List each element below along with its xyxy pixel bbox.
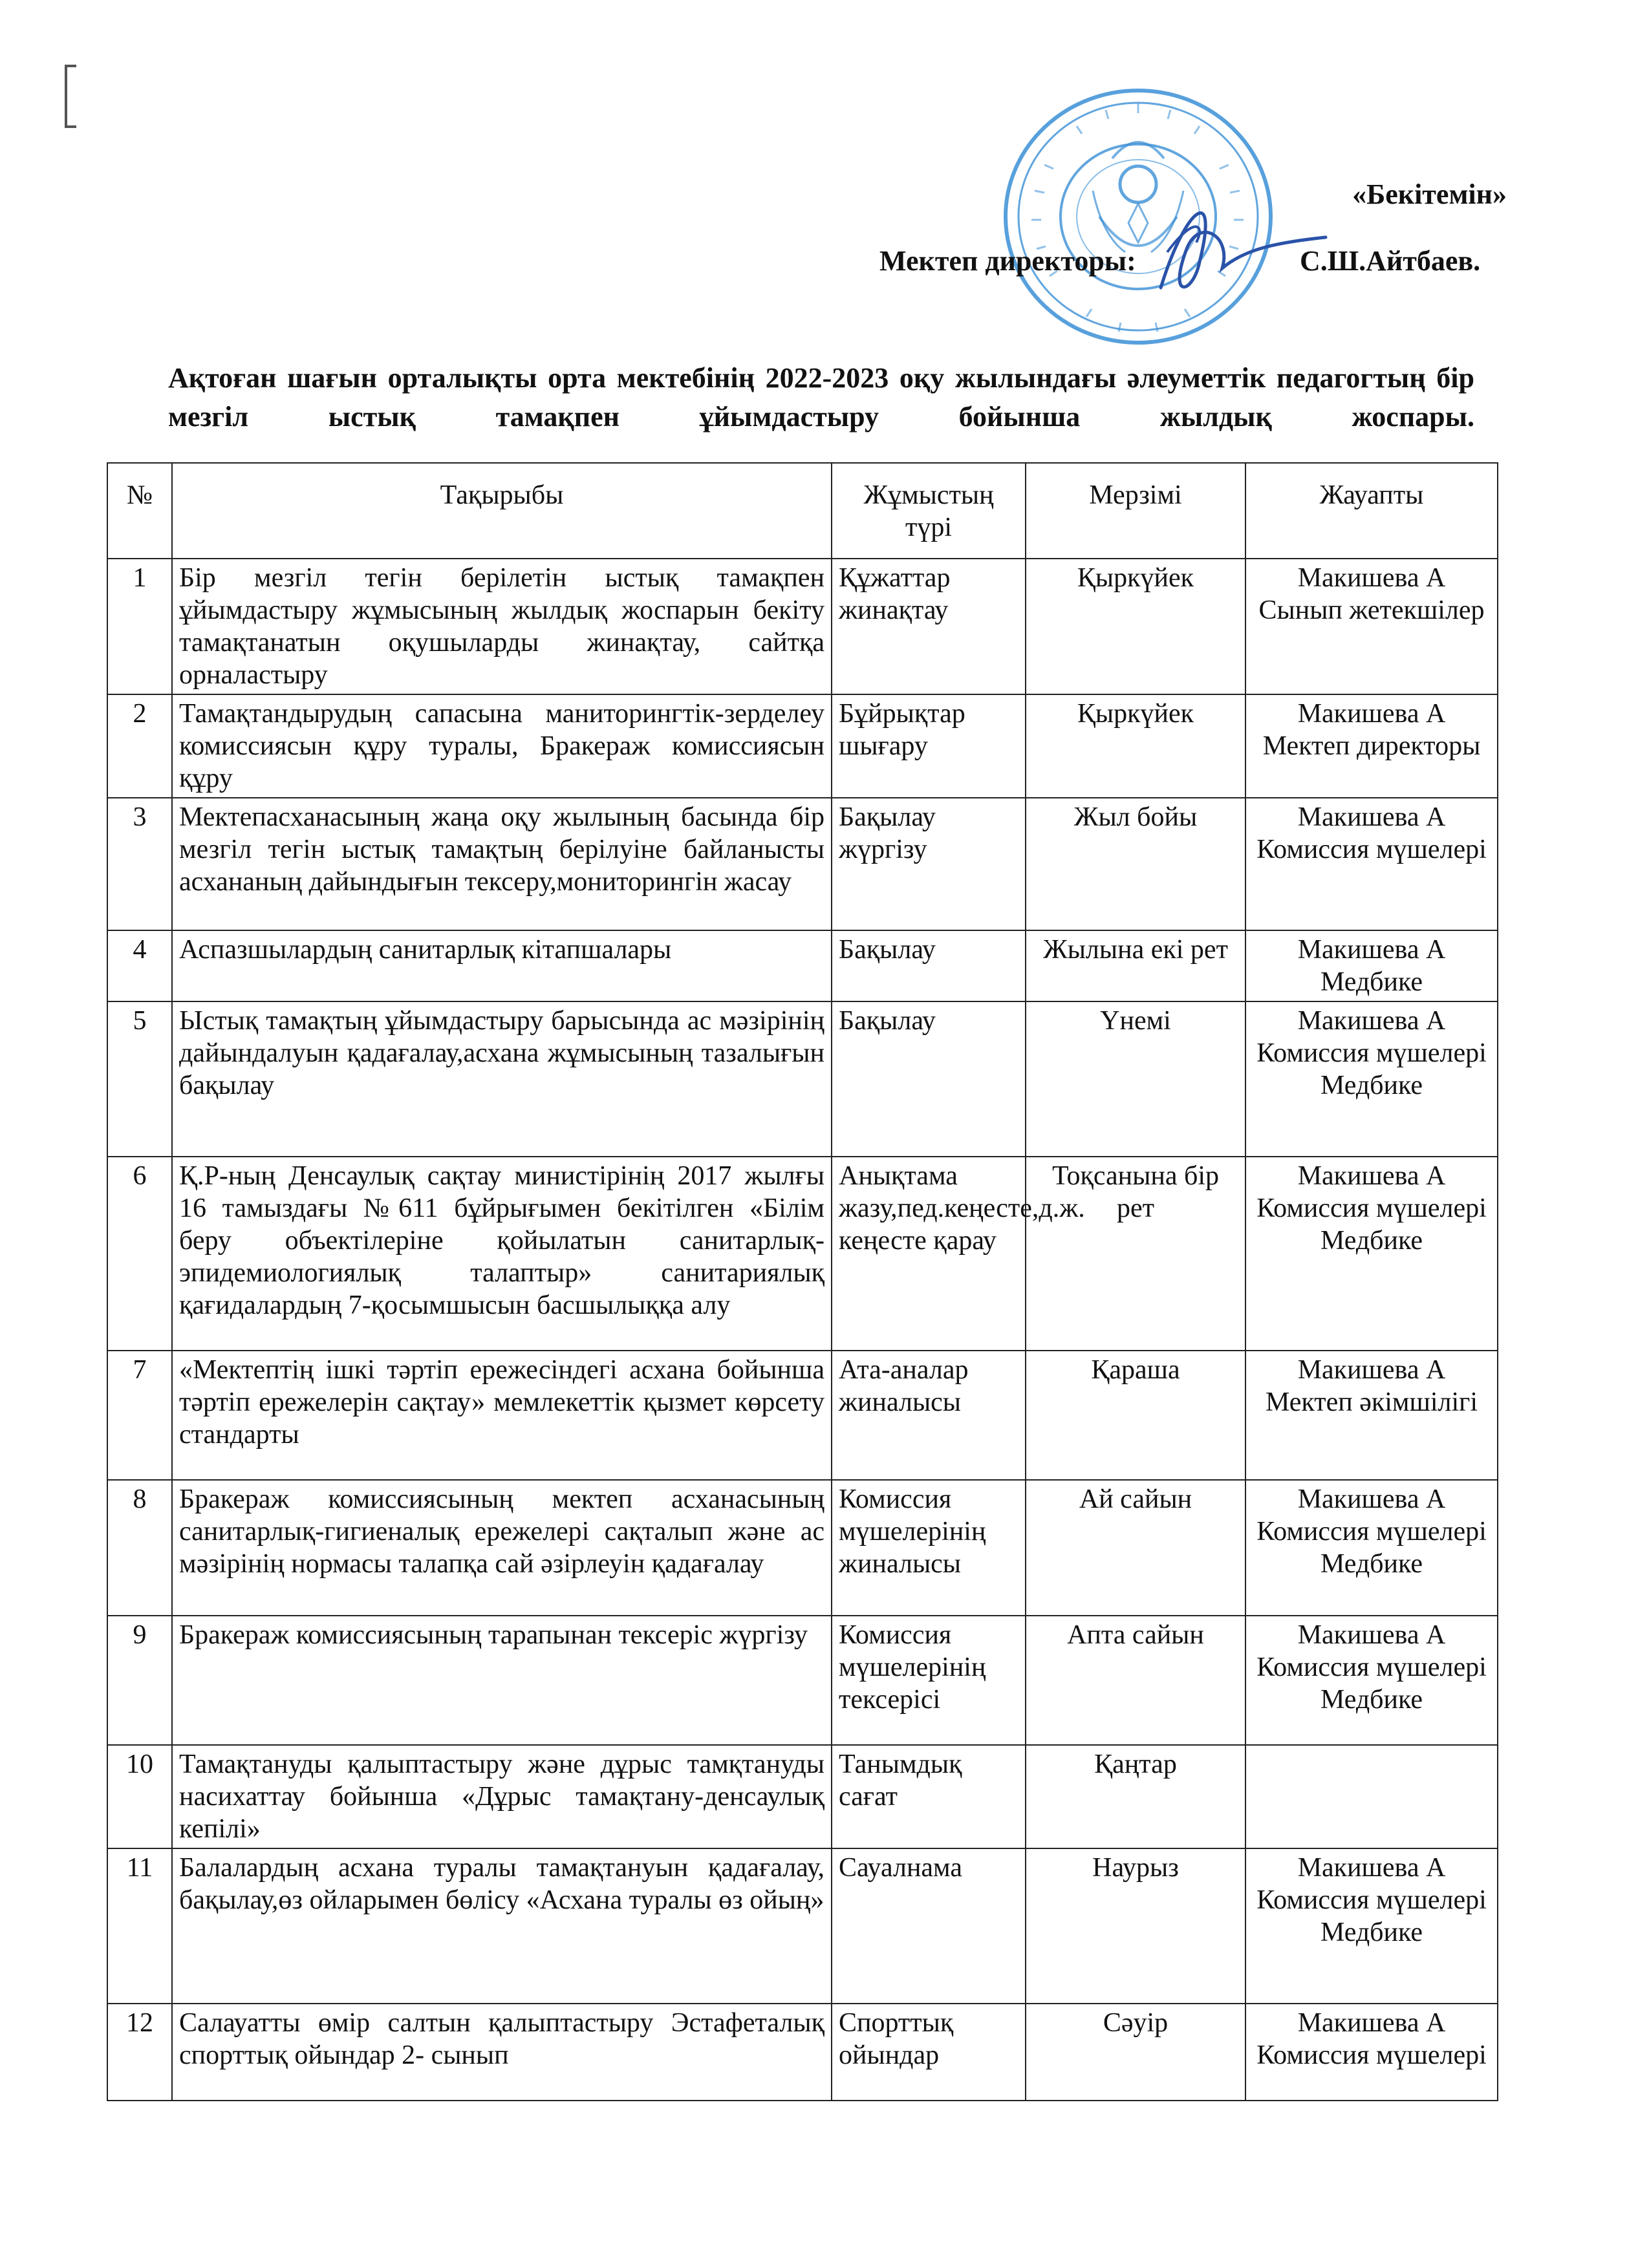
row-number: 8 xyxy=(107,1480,172,1616)
row-number: 4 xyxy=(107,930,172,1001)
row-topic: Бракераж комиссиясының мектеп асханасының санитарлық-гигиеналық ережелері сақталып және ас мәзірінің нормасы талапқа сай әзірлеуін қадағалау xyxy=(172,1480,832,1616)
responsible-person: Макишева А xyxy=(1297,1620,1446,1650)
row-work-type: Бақылау xyxy=(832,1001,1026,1157)
row-responsible xyxy=(1245,1351,1498,1480)
table-row xyxy=(107,1745,1498,1848)
responsible-person: Макишева А xyxy=(1297,699,1446,729)
row-topic: Бракераж комиссиясының тарапынан тексеріс жүргізу xyxy=(172,1616,832,1745)
row-number: 12 xyxy=(107,2004,172,2101)
row-topic: Аспазшылардың санитарлық кітапшалары xyxy=(172,930,832,1001)
document-title: Ақтоған шағын орталықты орта мектебінің 2022-2023 оқу жылындағы әлеуметтік педагогтың бір мезгіл ыстық тамақпен ұйымдастыру бойынша жылдық жоспары. xyxy=(168,362,1474,433)
table-row xyxy=(107,1616,1498,1745)
plan-table xyxy=(107,462,1498,2101)
responsible-person: Макишева А xyxy=(1297,1161,1446,1191)
row-number: 3 xyxy=(107,798,172,930)
row-number: 2 xyxy=(107,694,172,798)
row-deadline: Тоқсанына бір рет xyxy=(1026,1157,1245,1351)
row-work-type: Бұйрықтар шығару xyxy=(832,694,1026,798)
row-topic: Ыстық тамақтың ұйымдастыру барысында ас мәзірінің дайындалуын қадағалау,асхана жұмысының тазалығын бақылау xyxy=(172,1001,832,1157)
table-row xyxy=(107,1157,1498,1351)
responsible-person: Медбике xyxy=(1320,967,1423,997)
row-responsible xyxy=(1245,559,1498,694)
table-body xyxy=(107,559,1498,2101)
responsible-person: Комиссия мүшелері xyxy=(1256,835,1487,864)
row-work-type: Ата-аналар жиналысы xyxy=(832,1351,1026,1480)
row-deadline: Қараша xyxy=(1026,1351,1245,1480)
responsible-person: Макишева А xyxy=(1297,802,1446,832)
row-responsible xyxy=(1245,2004,1498,2101)
row-topic: «Мектептің ішкі тәртіп ережесіндегі асхана бойынша тәртіп ережелерін сақтау» мемлекеттік қызмет көрсету стандарты xyxy=(172,1351,832,1480)
row-topic: Тамақтануды қалыптастыру және дұрыс тамқтануды насихаттау бойынша «Дұрыс тамақтану-денсаулық кепілі» xyxy=(172,1745,832,1848)
row-responsible xyxy=(1245,1157,1498,1351)
row-responsible xyxy=(1245,930,1498,1001)
row-responsible xyxy=(1245,798,1498,930)
row-topic: Тамақтандырудың сапасына маниторингтік-зерделеу комиссиясын құру туралы, Бракераж комиссиясын құру xyxy=(172,694,832,798)
header-topic: Тақырыбы xyxy=(172,463,832,559)
row-work-type: Сауалнама xyxy=(832,1848,1026,2004)
responsible-person: Мектеп директоры xyxy=(1262,731,1481,761)
responsible-person: Комиссия мүшелері xyxy=(1256,1653,1487,1682)
approve-label: «Бекітемін» xyxy=(1352,178,1507,210)
responsible-person: Комиссия мүшелері xyxy=(1256,2040,1487,2070)
responsible-person: Макишева А xyxy=(1297,1355,1446,1385)
row-deadline: Қыркүйек xyxy=(1026,559,1245,694)
responsible-person: Медбике xyxy=(1320,1549,1423,1579)
responsible-person: Макишева А xyxy=(1297,1484,1446,1514)
row-work-type: Комиссия мүшелерінің тексерісі xyxy=(832,1616,1026,1745)
table-row xyxy=(107,1480,1498,1616)
table-row xyxy=(107,2004,1498,2101)
responsible-person: Макишева А xyxy=(1297,1853,1446,1883)
row-deadline: Сәуір xyxy=(1026,2004,1245,2101)
table-header-row xyxy=(107,463,1498,559)
row-topic: Балалардың асхана туралы тамақтануын қадағалау, бақылау,өз ойларымен бөлісу «Асхана туралы өз ойың» xyxy=(172,1848,832,2004)
responsible-person: Медбике xyxy=(1320,1226,1423,1256)
row-number: 11 xyxy=(107,1848,172,2004)
row-topic: Қ.Р-ның Денсаулық сақтау министірінің 2017 жылғы 16 тамыздағы №611 бұйрығымен бекітілген «Білім беру объектілеріне қойылатын санитарлық-эпидемиологиялық талаптыр» санитариялық қағидалардың 7-қосымшысын басшылыққа алу xyxy=(172,1157,832,1351)
table-row xyxy=(107,1001,1498,1157)
director-label: Мектеп директоры: xyxy=(879,245,1136,277)
row-topic: Бір мезгіл тегін берілетін ыстық тамақпен ұйымдастыру жұмысының жылдық жоспарын бекіту тамақтанатын оқушыларды жинақтау, сайтқа орналастыру xyxy=(172,559,832,694)
row-topic: Мектепасханасының жаңа оқу жылының басында бір мезгіл тегін ыстық тамақтың берілуіне байланысты асхананың дайындығын тексеру,мониторингін жасау xyxy=(172,798,832,930)
row-work-type: Комиссия мүшелерінің жиналысы xyxy=(832,1480,1026,1616)
row-deadline: Жылына екі рет xyxy=(1026,930,1245,1001)
director-line xyxy=(879,244,1481,277)
table-row xyxy=(107,559,1498,694)
row-number: 10 xyxy=(107,1745,172,1848)
row-work-type: Анықтама жазу,пед.кеңесте,д.ж. кеңесте қарау xyxy=(832,1157,1026,1351)
responsible-person: Комиссия мүшелері xyxy=(1256,1885,1487,1915)
header-responsible: Жауапты xyxy=(1245,463,1498,559)
responsible-person: Мектеп әкімшілігі xyxy=(1265,1387,1478,1417)
row-deadline: Үнемі xyxy=(1026,1001,1245,1157)
row-deadline: Қыркүйек xyxy=(1026,694,1245,798)
responsible-person: Комиссия мүшелері xyxy=(1256,1193,1487,1223)
table-row xyxy=(107,930,1498,1001)
row-number: 6 xyxy=(107,1157,172,1351)
row-responsible xyxy=(1245,694,1498,798)
row-responsible xyxy=(1245,1848,1498,2004)
row-work-type: Құжаттар жинақтау xyxy=(832,559,1026,694)
director-name: С.Ш.Айтбаев. xyxy=(1300,245,1481,277)
row-deadline: Ай сайын xyxy=(1026,1480,1245,1616)
table-row xyxy=(107,694,1498,798)
row-number: 5 xyxy=(107,1001,172,1157)
row-deadline: Жыл бойы xyxy=(1026,798,1245,930)
row-responsible xyxy=(1245,1616,1498,1745)
header-deadline: Мерзімі xyxy=(1026,463,1245,559)
header-work-type: Жұмыстың түрі xyxy=(832,463,1026,559)
responsible-person: Макишева А xyxy=(1297,1006,1446,1036)
row-number: 1 xyxy=(107,559,172,694)
row-responsible xyxy=(1245,1745,1498,1848)
responsible-person: Медбике xyxy=(1320,1685,1423,1715)
responsible-person: Комиссия мүшелері xyxy=(1256,1517,1487,1546)
row-responsible xyxy=(1245,1001,1498,1157)
row-number: 9 xyxy=(107,1616,172,1745)
responsible-person: Макишева А xyxy=(1297,2008,1446,2038)
row-work-type: Бақылау xyxy=(832,930,1026,1001)
official-seal-stamp xyxy=(973,87,1335,346)
responsible-person: Комиссия мүшелері xyxy=(1256,1038,1487,1068)
row-deadline: Наурыз xyxy=(1026,1848,1245,2004)
header-number: № xyxy=(107,463,172,559)
responsible-person: Макишева А xyxy=(1297,563,1446,593)
row-work-type: Танымдық сағат xyxy=(832,1745,1026,1848)
table-row xyxy=(107,798,1498,930)
row-deadline: Апта сайын xyxy=(1026,1616,1245,1745)
responsible-person: Макишева А xyxy=(1297,935,1446,965)
row-work-type: Спорттық ойындар xyxy=(832,2004,1026,2101)
row-number: 7 xyxy=(107,1351,172,1480)
table-row xyxy=(107,1351,1498,1480)
responsible-person: Медбике xyxy=(1320,1918,1423,1947)
corner-bracket-mark xyxy=(65,65,76,128)
row-topic: Салауатты өмір салтын қалыптастыру Эстафеталық спорттық ойындар 2- сынып xyxy=(172,2004,832,2101)
row-deadline: Қаңтар xyxy=(1026,1745,1245,1848)
row-responsible xyxy=(1245,1480,1498,1616)
row-work-type: Бақылау жүргізу xyxy=(832,798,1026,930)
responsible-person: Сынып жетекшілер xyxy=(1258,595,1485,625)
table-row xyxy=(107,1848,1498,2004)
responsible-person: Медбике xyxy=(1320,1071,1423,1100)
